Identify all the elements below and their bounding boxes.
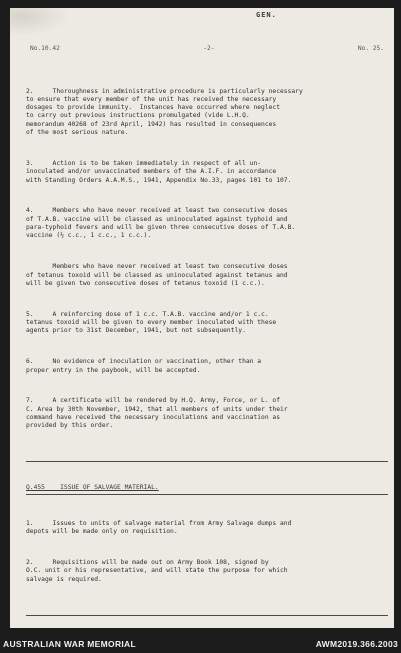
paragraph: 4. Members who have never received at least two consecutive doses of T.A.B. vaccine will be classed as uninoculated against typhoid and para-typhoid fevers and will be given three consecutive doses of T.A.B. vaccine (½ c.c., 1 c.c., 1 c.c.). [26, 207, 296, 240]
section-heading: Q.455 ISSUE OF SALVAGE MATERIAL. [26, 484, 388, 495]
archive-reference: AWM2019.366.2003 [315, 639, 398, 649]
archive-footer [0, 628, 401, 653]
paragraph: 1. Issues to units of salvage material from Army Salvage dumps and depots will be made only on requisition. [26, 519, 292, 536]
archive-name: AUSTRALIAN WAR MEMORIAL [3, 639, 136, 649]
header-left: No.10.42 [30, 45, 60, 52]
paper-stain [10, 8, 70, 36]
paragraph: 7. A certificate will be rendered by H.Q. Army, Force, or L. of C. Area by 30th November, 1942, that all members of units under their command have received the necessary inoculations and vaccination as provided by this order. [26, 397, 288, 430]
header-page-number: -2- [203, 45, 215, 52]
paragraph: 2. Thoroughness in administrative procedure is particularly necessary to ensure that every member of the unit has received the necessary dosages to provide immunity. Instances have occurred where neglect to carry out previous instructions promulgated (vide L.H.Q. memorandum 40268 of 23rd April, 1942) has resulted in consequences of the most serious nature. [26, 87, 303, 137]
top-mark: GEN. [256, 11, 277, 19]
document-body [26, 71, 388, 628]
paragraph: Members who have never received at least two consecutive doses of tetanus toxoid will be classed as uninoculated against tetanus and will be given two consecutive doses of tetanus toxoid (1 c.c.). [26, 263, 288, 287]
paragraph: 6. No evidence of inoculation or vaccination, other than a proper entry in the paybook, will be accepted. [26, 358, 262, 374]
paragraph: 5. A reinforcing dose of 1 c.c. T.A.B. vaccine and/or 1 c.c. tetanus toxoid will be given to every member inoculated with these agents prior to 31st December, 1941, but not subsequently. [26, 310, 277, 335]
section-divider [26, 461, 388, 462]
section-divider [26, 615, 388, 616]
document-page [10, 8, 394, 628]
paragraph: 2. Requisitions will be made out on Army Book 108, signed by O.C. unit or his representative, and will state the purpose for which salvage is required. [26, 559, 288, 583]
header-right: No. 25. [357, 45, 384, 52]
page-header [30, 45, 384, 52]
paragraph: 3. Action is to be taken immediately in respect of all un- inoculated and/or unvaccinated members of the A.I.F. in accordance with Standing Orders A.A.M.S., 1941, Appendix No.33, pages 101 to 107. [26, 159, 292, 184]
